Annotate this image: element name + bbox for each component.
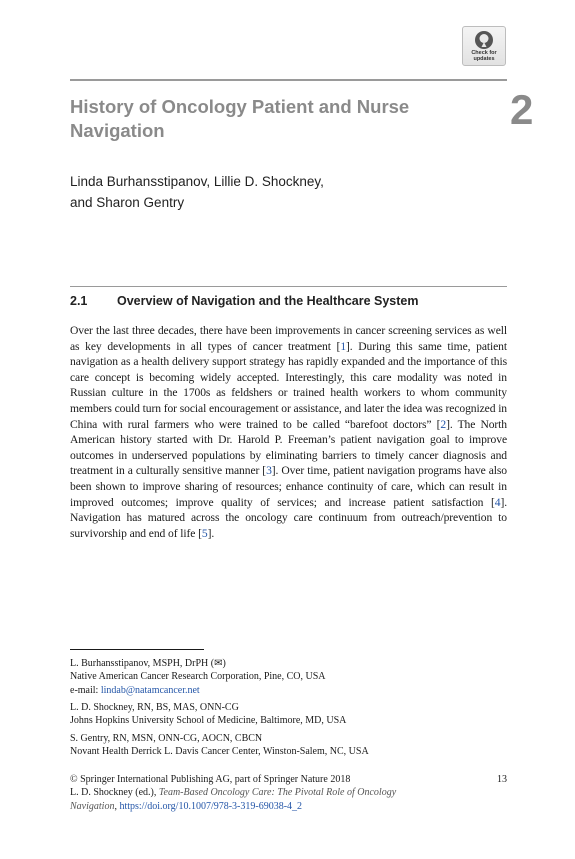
footnote-author-2 [70,701,507,728]
body-text-segment: ]. The North American history started with Dr. Harold P. Freeman’s patient navigation goal to improve outcomes in underserved populations by eliminating barriers to timely cancer diagnosis and treatment in a culturally sensitive manner [ [70,417,507,478]
badge-line-2: updates [473,56,495,62]
email-label: e-mail: [70,684,101,696]
footnote-name: L. Burhansstipanov, MSPH, DrPH (✉) [70,658,226,669]
footnote-author-3 [70,732,507,759]
footnote-rule [70,649,204,650]
body-text-segment: ]. [207,526,215,540]
doi-link[interactable]: https://doi.org/10.1007/978-3-319-69038-4_2 [119,800,303,812]
citation-link[interactable]: 4 [494,495,501,509]
section-number: 2.1 [70,294,88,308]
book-title-end: Navigation [70,800,115,812]
chapter-authors [70,171,390,213]
body-text-segment: Over the last three decades, there have been improvements in cancer screening services as well as key developments in all types of cancer treatment [ [70,324,507,353]
copyright-block [70,773,507,813]
section-title: Overview of Navigation and the Healthcare System [117,294,419,308]
citation-separator: , [114,800,120,812]
footnote-affiliation: Johns Hopkins University School of Medicine, Baltimore, MD, USA [70,715,347,727]
page-number: 13 [497,774,507,785]
footnote-author-1 [70,657,507,697]
copyright-line: © Springer International Publishing AG, part of Springer Nature 2018 [70,774,351,785]
citation-link[interactable]: 3 [266,464,272,478]
body-text-segment: ]. Navigation has matured across the oncology care continuum from outreach/prevention to survivorship and end of life [ [70,495,507,540]
body-text-segment: ]. Over time, patient navigation programs have also been shown to improve sharing of resources; enhance continuity of care, which can result in improved outcomes; improve quality of services; and increase patient satisfaction [ [70,464,508,509]
footnote-email-line [70,684,507,697]
citation-link[interactable]: 2 [440,417,447,431]
book-title: Team-Based Oncology Care: The Pivotal Role of Oncology [158,787,397,799]
crossmark-icon [474,30,494,50]
chapter-number: 2 [510,86,534,133]
citation-link[interactable]: 5 [201,526,208,540]
email-link[interactable]: lindab@natamcancer.net [100,684,200,696]
top-rule [70,79,507,81]
citation-editor: L. D. Shockney (ed.), [70,787,159,799]
check-for-updates-badge[interactable] [462,26,506,66]
footnote-affiliation: Novant Health Derrick L. Davis Cancer Center, Winston-Salem, NC, USA [70,746,369,758]
footnote-name: S. Gentry, RN, MSN, ONN-CG, AOCN, CBCN [70,733,263,744]
citation-line [70,786,507,799]
badge-line-1: Check for [471,50,497,56]
chapter-title: History of Oncology Patient and Nurse Navigation [70,96,410,141]
footnote-affiliation: Native American Cancer Research Corporation, Pine, CO, USA [70,671,326,683]
authors-line-1: Linda Burhansstipanov, Lillie D. Shockney, [70,174,324,189]
section-heading [70,293,419,309]
section-rule [70,286,507,287]
footnote-name: L. D. Shockney, RN, BS, MAS, ONN-CG [70,702,239,713]
body-text-segment: ]. During this same time, patient navigation as a health delivery support strategy has rapidly expanded and the importance of this care concept is becoming widely accepted. Interestingly, this care modality was noted in Russian culture in the 1700s as feldshers or trained health workers to whom community members could turn for social encouragement or assistance, and later the idea was recognized in China with rural farmers who were trained to be called “barefoot doctors” [ [70,339,508,431]
citation-line-2 [70,800,507,813]
body-paragraph [70,323,507,541]
citation-link[interactable]: 1 [340,339,347,353]
authors-line-2: and Sharon Gentry [70,195,185,210]
